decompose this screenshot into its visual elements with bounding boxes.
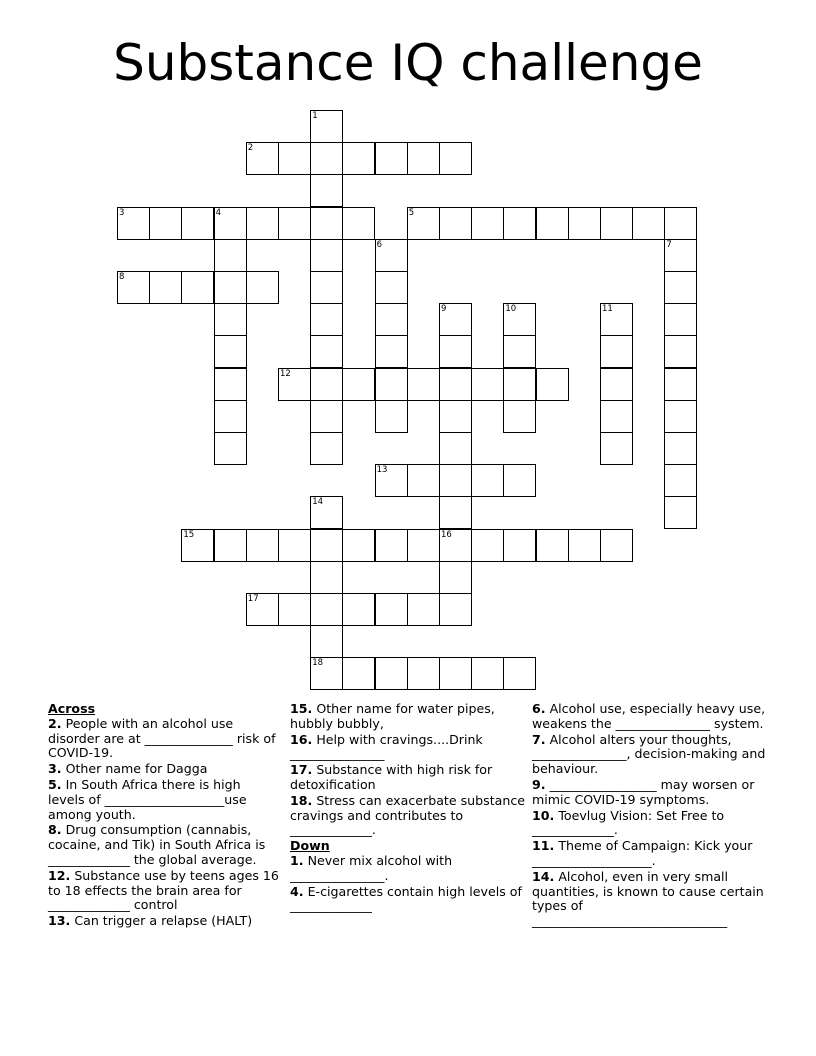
- clue-column-2: [290, 702, 526, 915]
- clue-text: Theme of Campaign: Kick your ___________________.: [532, 838, 753, 868]
- crossword-cell[interactable]: [407, 657, 440, 690]
- crossword-cell[interactable]: [632, 207, 665, 240]
- crossword-cell[interactable]: [664, 271, 697, 304]
- crossword-cell[interactable]: [536, 207, 569, 240]
- crossword-cell[interactable]: [310, 174, 343, 207]
- crossword-cell[interactable]: [375, 368, 408, 401]
- clue-text: In South Africa there is high levels of ___________________use among youth.: [48, 776, 247, 822]
- clue-text: Alcohol alters your thoughts, _______________, decision-making and behaviour.: [532, 731, 766, 777]
- crossword-cell[interactable]: [246, 271, 279, 304]
- crossword-cell[interactable]: [310, 593, 343, 626]
- clue-column-3: [532, 702, 772, 930]
- clue-number: 11: [602, 304, 613, 315]
- crossword-cell[interactable]: [664, 239, 697, 272]
- clue-item: [48, 762, 280, 777]
- crossword-cell[interactable]: [439, 400, 472, 433]
- crossword-cell[interactable]: [214, 239, 247, 272]
- crossword-cell[interactable]: [246, 529, 279, 562]
- crossword-cell[interactable]: [439, 303, 472, 336]
- clue-text: Can trigger a relapse (HALT): [70, 913, 253, 929]
- crossword-cell[interactable]: [375, 335, 408, 368]
- crossword-cell[interactable]: [214, 529, 247, 562]
- crossword-cell[interactable]: [439, 657, 472, 690]
- clue-num: 14.: [532, 868, 555, 884]
- clue-item: [290, 854, 526, 884]
- crossword-cell[interactable]: [342, 657, 375, 690]
- clue-num: 6.: [532, 701, 546, 716]
- crossword-cell[interactable]: [310, 400, 343, 433]
- crossword-cell[interactable]: [310, 142, 343, 175]
- crossword-cell[interactable]: [214, 368, 247, 401]
- crossword-cell[interactable]: [600, 529, 633, 562]
- clue-item: [290, 885, 526, 915]
- clue-number: 13: [376, 465, 388, 476]
- clue-number: 7: [666, 239, 672, 250]
- crossword-cell[interactable]: [503, 464, 536, 497]
- clue-item: [48, 914, 280, 929]
- crossword-cell[interactable]: [664, 335, 697, 368]
- crossword-cell[interactable]: [278, 207, 311, 240]
- clue-num: 15.: [290, 701, 313, 716]
- clue-num: 3.: [48, 761, 62, 777]
- crossword-cell[interactable]: [664, 368, 697, 401]
- clue-num: 16.: [290, 731, 313, 747]
- crossword-cell[interactable]: [664, 207, 697, 240]
- crossword-cell[interactable]: [149, 271, 182, 304]
- crossword-cell[interactable]: [278, 529, 311, 562]
- crossword-cell[interactable]: [503, 529, 536, 562]
- crossword-cell[interactable]: [407, 593, 440, 626]
- clue-text: Drug consumption (cannabis, cocaine, and Tik) in South Africa is _____________ the global average.: [48, 822, 266, 867]
- crossword-cell[interactable]: [181, 207, 214, 240]
- crossword-cell[interactable]: [664, 496, 697, 529]
- crossword-cell[interactable]: [214, 303, 247, 336]
- crossword-cell[interactable]: [664, 400, 697, 433]
- crossword-cell[interactable]: [407, 142, 440, 175]
- crossword-cell[interactable]: [246, 593, 279, 626]
- crossword-cell[interactable]: [439, 561, 472, 594]
- crossword-cell[interactable]: [375, 303, 408, 336]
- clue-num: 4.: [290, 883, 304, 899]
- crossword-cell[interactable]: [214, 335, 247, 368]
- clue-num: 18.: [290, 792, 313, 808]
- crossword-cell[interactable]: [342, 593, 375, 626]
- crossword-cell[interactable]: [471, 207, 504, 240]
- clue-num: 1.: [290, 852, 304, 868]
- clue-item: [48, 823, 280, 867]
- clue-number: 5: [408, 207, 415, 218]
- crossword-cell[interactable]: [503, 400, 536, 433]
- clue-num: 2.: [48, 715, 62, 731]
- crossword-cell[interactable]: [310, 110, 343, 143]
- crossword-cell[interactable]: [342, 529, 375, 562]
- crossword-cell[interactable]: [439, 335, 472, 368]
- clue-text: People with an alcohol use disorder are at ______________ risk of COVID-19.: [48, 715, 276, 761]
- crossword-cell[interactable]: [407, 368, 440, 401]
- crossword-cell[interactable]: [181, 271, 214, 304]
- crossword-cell[interactable]: [503, 303, 536, 336]
- crossword-cell[interactable]: [568, 529, 601, 562]
- clue-number: 3: [119, 207, 125, 218]
- crossword-cell[interactable]: [439, 207, 472, 240]
- crossword-cell[interactable]: [503, 207, 536, 240]
- crossword-cell[interactable]: [503, 657, 536, 690]
- clue-text: Toevlug Vision: Set Free to _____________.: [532, 807, 725, 838]
- crossword-cell[interactable]: [375, 142, 408, 175]
- crossword-cell[interactable]: [214, 432, 247, 465]
- clue-number: 10: [505, 304, 517, 315]
- clue-item: [48, 778, 280, 822]
- crossword-cell[interactable]: [278, 593, 311, 626]
- crossword-cell[interactable]: [310, 368, 343, 401]
- clue-item: [532, 809, 772, 839]
- crossword-cell[interactable]: [600, 335, 633, 368]
- crossword-cell[interactable]: [536, 368, 569, 401]
- crossword-cell[interactable]: [246, 207, 279, 240]
- crossword-cell[interactable]: [375, 400, 408, 433]
- crossword-cell[interactable]: [439, 432, 472, 465]
- clue-text: Other name for water pipes, hubbly bubbly,: [290, 701, 495, 731]
- crossword-cell[interactable]: [246, 142, 279, 175]
- crossword-cell[interactable]: [600, 432, 633, 465]
- clue-number: 9: [441, 304, 447, 315]
- clue-num: 11.: [532, 838, 555, 854]
- clue-number: 15: [183, 529, 195, 540]
- crossword-cell[interactable]: [664, 432, 697, 465]
- clue-text: Substance use by teens ages 16 to 18 effects the brain area for _____________ control: [48, 867, 279, 913]
- clue-item: [532, 870, 772, 929]
- clue-item: [290, 733, 526, 763]
- crossword-cell[interactable]: [310, 207, 343, 240]
- clue-number: 4: [215, 207, 222, 218]
- crossword-cell[interactable]: [310, 335, 343, 368]
- clue-item: [532, 702, 772, 732]
- crossword-cell[interactable]: [664, 303, 697, 336]
- crossword-cell[interactable]: [214, 271, 247, 304]
- crossword-cell[interactable]: [375, 239, 408, 272]
- clue-num: 10.: [532, 807, 555, 823]
- clue-item: [48, 869, 280, 913]
- crossword-cell[interactable]: [471, 368, 504, 401]
- clue-item: [290, 794, 526, 838]
- crossword-cell[interactable]: [342, 368, 375, 401]
- crossword-cell[interactable]: [310, 239, 343, 272]
- clue-number: 6: [376, 239, 383, 250]
- crossword-cell[interactable]: [503, 368, 536, 401]
- clue-num: 5.: [48, 776, 62, 792]
- crossword-cell[interactable]: [342, 207, 375, 240]
- crossword-cell[interactable]: [342, 142, 375, 175]
- crossword-cell[interactable]: [375, 271, 408, 304]
- clue-number: 16: [441, 529, 452, 540]
- clue-column-1: [48, 702, 280, 930]
- clue-number: 17: [247, 594, 259, 604]
- clue-text: Never mix alcohol with _______________.: [290, 852, 453, 883]
- crossword-cell[interactable]: [439, 496, 472, 529]
- crossword-cell[interactable]: [471, 657, 504, 690]
- clue-num: 8.: [48, 822, 62, 838]
- crossword-cell[interactable]: [117, 207, 150, 240]
- crossword-cell[interactable]: [600, 207, 633, 240]
- crossword-cell[interactable]: [310, 529, 343, 562]
- clue-item: [290, 763, 526, 793]
- clue-text: _________________ may worsen or mimic COVID-19 symptoms.: [532, 776, 755, 807]
- crossword-cell[interactable]: [536, 529, 569, 562]
- clue-number: 1: [312, 111, 318, 121]
- crossword-cell[interactable]: [600, 400, 633, 433]
- crossword-cell[interactable]: [214, 207, 247, 240]
- crossword-cell[interactable]: [375, 657, 408, 690]
- clue-num: 9.: [532, 776, 546, 792]
- crossword-cell[interactable]: [600, 368, 633, 401]
- clue-text: Other name for Dagga: [61, 761, 208, 777]
- clue-text: Stress can exacerbate substance cravings and contributes to _____________.: [290, 792, 526, 838]
- clue-text: Substance with high risk for detoxification: [290, 762, 493, 792]
- clue-item: [532, 733, 772, 777]
- crossword-cell[interactable]: [310, 432, 343, 465]
- crossword-cell[interactable]: [471, 529, 504, 562]
- clue-item: [48, 717, 280, 761]
- clue-item: [532, 839, 772, 869]
- crossword-cell[interactable]: [407, 529, 440, 562]
- clue-num: 7.: [532, 731, 546, 747]
- crossword-cell[interactable]: [310, 657, 343, 690]
- crossword-cell[interactable]: [568, 207, 601, 240]
- clue-text: Help with cravings....Drink _______________: [290, 731, 483, 762]
- crossword-cell[interactable]: [439, 529, 472, 562]
- crossword-cell[interactable]: [310, 271, 343, 304]
- crossword-cell[interactable]: [181, 529, 214, 562]
- crossword-cell[interactable]: [439, 464, 472, 497]
- crossword-cell[interactable]: [310, 561, 343, 594]
- crossword-cell[interactable]: [375, 464, 408, 497]
- clue-num: 12.: [48, 867, 71, 883]
- clue-number: 2: [247, 143, 254, 154]
- crossword-cell[interactable]: [375, 593, 408, 626]
- crossword-cell[interactable]: [117, 271, 150, 304]
- clue-number: 8: [119, 272, 125, 282]
- crossword-cell[interactable]: [278, 368, 311, 401]
- crossword-cell[interactable]: [310, 625, 343, 658]
- crossword-cell[interactable]: [439, 593, 472, 626]
- clue-item: [532, 778, 772, 808]
- clue-text: Alcohol, even in very small quantities, is known to cause certain types of _______________________________: [532, 868, 764, 929]
- crossword-cell[interactable]: [407, 464, 440, 497]
- clue-text: Alcohol use, especially heavy use, weakens the _______________ system.: [532, 701, 766, 731]
- crossword-cell[interactable]: [439, 142, 472, 175]
- clue-num: 13.: [48, 913, 71, 929]
- crossword-cell[interactable]: [503, 335, 536, 368]
- crossword-cell[interactable]: [278, 142, 311, 175]
- crossword-cell[interactable]: [407, 207, 440, 240]
- clue-number: 18: [312, 658, 324, 669]
- crossword-cell[interactable]: [214, 400, 247, 433]
- clue-number: 12: [280, 368, 291, 379]
- crossword-cell[interactable]: [471, 464, 504, 497]
- crossword-cell[interactable]: [439, 368, 472, 401]
- clue-number: 14: [312, 497, 324, 508]
- page-title: Substance IQ challenge: [113, 34, 703, 92]
- crossword-cell[interactable]: [375, 529, 408, 562]
- clue-num: 17.: [290, 762, 313, 778]
- crossword-cell[interactable]: [600, 303, 633, 336]
- crossword-cell[interactable]: [310, 303, 343, 336]
- clue-text: E-cigarettes contain high levels of _____________: [290, 883, 522, 914]
- section-heading: Down: [290, 838, 330, 854]
- section-heading: Across: [48, 701, 96, 716]
- crossword-cell[interactable]: [149, 207, 182, 240]
- crossword-cell[interactable]: [664, 464, 697, 497]
- clue-item: [290, 702, 526, 732]
- crossword-cell[interactable]: [310, 496, 343, 529]
